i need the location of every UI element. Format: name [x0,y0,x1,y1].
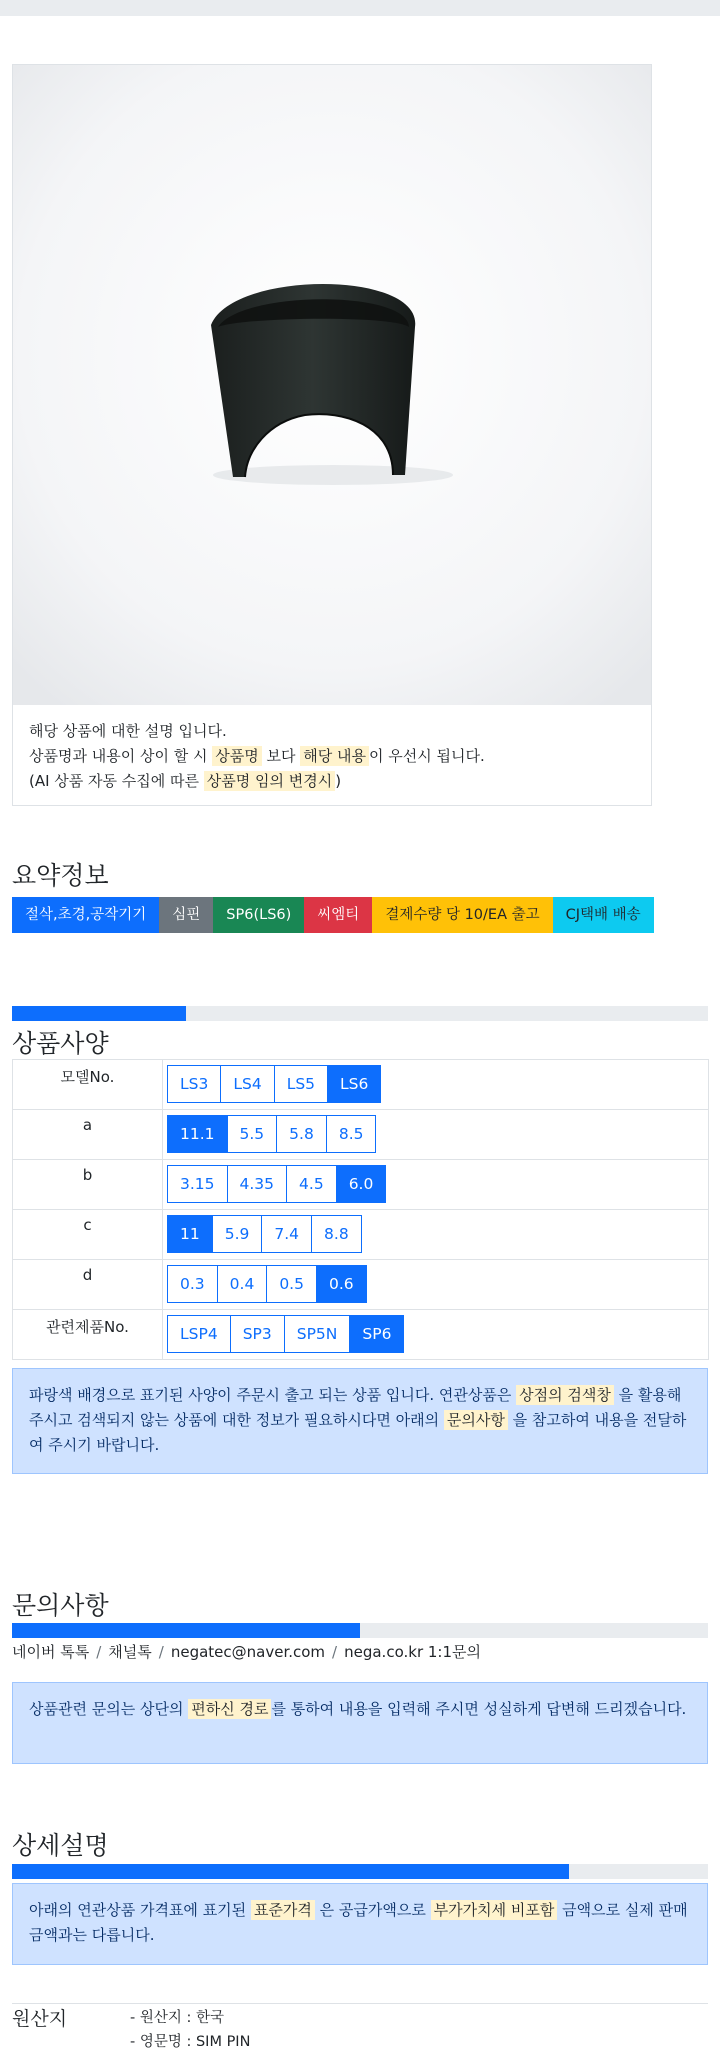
link-separator: / [96,1643,102,1661]
highlight-product-name: 상품명 [212,746,261,766]
spec-row [13,1310,709,1360]
spec-option[interactable]: 8.8 [311,1215,362,1253]
detail-note-text: 금액으로 실제 판매금액과는 다릅니다. [29,1901,688,1944]
spec-label: c [13,1210,163,1260]
spec-option-group [167,1165,386,1203]
spec-option[interactable]: 3.15 [167,1165,228,1203]
highlight-inquiry: 문의사항 [444,1410,508,1430]
spec-row [13,1260,709,1310]
origin-info [130,2006,250,2054]
spec-label: 관련제품No. [13,1310,163,1360]
spec-label: d [13,1260,163,1310]
highlight-preferred-route: 편하신 경로 [188,1699,271,1719]
spec-option[interactable]: LS6 [327,1065,381,1103]
origin-divider [12,2003,708,2004]
specs-note-text: 파랑색 배경으로 표기된 사양이 주문시 출고 되는 상품 입니다. 연관상품은 [29,1386,517,1404]
inquiry-progress [12,1623,708,1638]
spec-option-group [167,1215,362,1253]
summary-badges [12,897,654,933]
spec-label: b [13,1160,163,1210]
spec-table [12,1059,709,1360]
spec-option[interactable]: SP5N [284,1315,351,1353]
spec-row [13,1060,709,1110]
top-bar [0,0,720,16]
detail-progress-fill [12,1864,569,1879]
spec-options [163,1060,709,1110]
detail-title: 상세설명 [12,1831,109,1860]
product-card [12,64,652,806]
spec-option[interactable]: 8.5 [326,1115,377,1153]
detail-note-text: 은 공급가액으로 [314,1901,431,1919]
origin-country: - 원산지 : 한국 [130,2010,224,2026]
spec-option[interactable]: LS3 [167,1065,221,1103]
origin-title: 원산지 [12,2008,68,2030]
inquiry-note-text: 상품관련 문의는 상단의 [29,1700,189,1718]
badge-category: 절삭,초경,공작기기 [12,897,159,933]
spec-option-group [167,1065,381,1103]
desc-line-2-text: 상품명과 내용이 상이 할 시 [29,747,213,765]
link-channel-talk[interactable]: 채널톡 [108,1643,152,1661]
spec-option[interactable]: 0.5 [266,1265,317,1303]
spec-option[interactable]: 0.4 [217,1265,268,1303]
inquiry-links [12,1641,481,1662]
spec-option[interactable]: 4.5 [286,1165,337,1203]
summary-title: 요약정보 [12,861,109,890]
spec-options [163,1260,709,1310]
spec-option-group [167,1315,404,1353]
spec-row [13,1160,709,1210]
spec-option[interactable]: 0.6 [316,1265,367,1303]
specs-note [12,1368,708,1474]
highlight-content: 해당 내용 [300,746,369,766]
desc-line-2-text: 보다 [261,747,301,765]
spec-option[interactable]: 7.4 [261,1215,312,1253]
inquiry-note [12,1682,708,1764]
specs-progress [12,1006,708,1021]
spec-options [163,1110,709,1160]
spec-option[interactable]: LS4 [220,1065,274,1103]
highlight-name-change: 상품명 임의 변경시 [204,771,335,791]
desc-line-3-text: (AI 상품 자동 수집에 따른 [29,772,204,790]
spec-option[interactable]: 5.8 [276,1115,327,1153]
link-naver-talktalk[interactable]: 네이버 톡톡 [12,1643,90,1661]
badge-product-type: 심핀 [159,897,213,933]
spec-row [13,1210,709,1260]
spec-option[interactable]: 4.35 [227,1165,288,1203]
highlight-vat-excluded: 부가가치세 비포함 [431,1900,558,1920]
detail-note [12,1883,708,1965]
spec-label: a [13,1110,163,1160]
spec-option[interactable]: 11 [167,1215,213,1253]
specs-note-text: 을 참고하여 내용을 전달하여 주시기 바랍니다. [29,1411,687,1454]
inquiry-title: 문의사항 [12,1591,109,1620]
origin-english-name: - 영문명 : SIM PIN [130,2034,251,2050]
badge-shipping: CJ택배 배송 [553,897,654,933]
spec-options [163,1310,709,1360]
product-description [29,719,485,794]
spec-options [163,1210,709,1260]
detail-progress [12,1864,708,1879]
desc-line-1: 해당 상품에 대한 설명 입니다. [29,722,227,740]
spec-option[interactable]: LSP4 [167,1315,231,1353]
specs-progress-fill [12,1006,186,1021]
spec-option[interactable]: 11.1 [167,1115,228,1153]
link-email[interactable]: negatec@naver.com [170,1643,326,1661]
link-separator: / [158,1643,164,1661]
specs-title: 상품사양 [12,1029,109,1058]
highlight-standard-price: 표준가격 [251,1900,315,1920]
desc-line-3-text: ) [335,772,342,790]
spec-option[interactable]: 5.9 [212,1215,263,1253]
spec-option[interactable]: SP3 [230,1315,285,1353]
spec-option[interactable]: 5.5 [227,1115,278,1153]
spec-option[interactable]: 6.0 [336,1165,387,1203]
spec-option-group [167,1115,376,1153]
badge-model: SP6(LS6) [213,897,304,933]
highlight-store-search: 상점의 검색창 [516,1385,614,1405]
spec-option[interactable]: SP6 [349,1315,404,1353]
spec-row [13,1110,709,1160]
detail-note-text: 아래의 연관상품 가격표에 표기된 [29,1901,251,1919]
badge-quantity: 결제수량 당 10/EA 출고 [372,897,552,933]
specs-note-text: 을 활용해 주시고 검색되지 않는 상품에 대한 정보가 필요하시다면 아래의 [29,1386,682,1429]
badge-maker: 씨엠티 [304,897,372,933]
inquiry-note-text: 를 통하여 내용을 입력해 주시면 성실하게 답변해 드리겠습니다. [271,1700,687,1718]
link-separator: / [332,1643,338,1661]
product-photo [13,65,651,705]
spec-options [163,1160,709,1210]
spec-option[interactable]: 0.3 [167,1265,218,1303]
spec-option[interactable]: LS5 [274,1065,328,1103]
spec-label: 모델No. [13,1060,163,1110]
spec-option-group [167,1265,367,1303]
link-site-inquiry[interactable]: nega.co.kr 1:1문의 [344,1643,481,1661]
desc-line-2-text: 이 우선시 됩니다. [368,747,485,765]
inquiry-progress-fill [12,1623,360,1638]
